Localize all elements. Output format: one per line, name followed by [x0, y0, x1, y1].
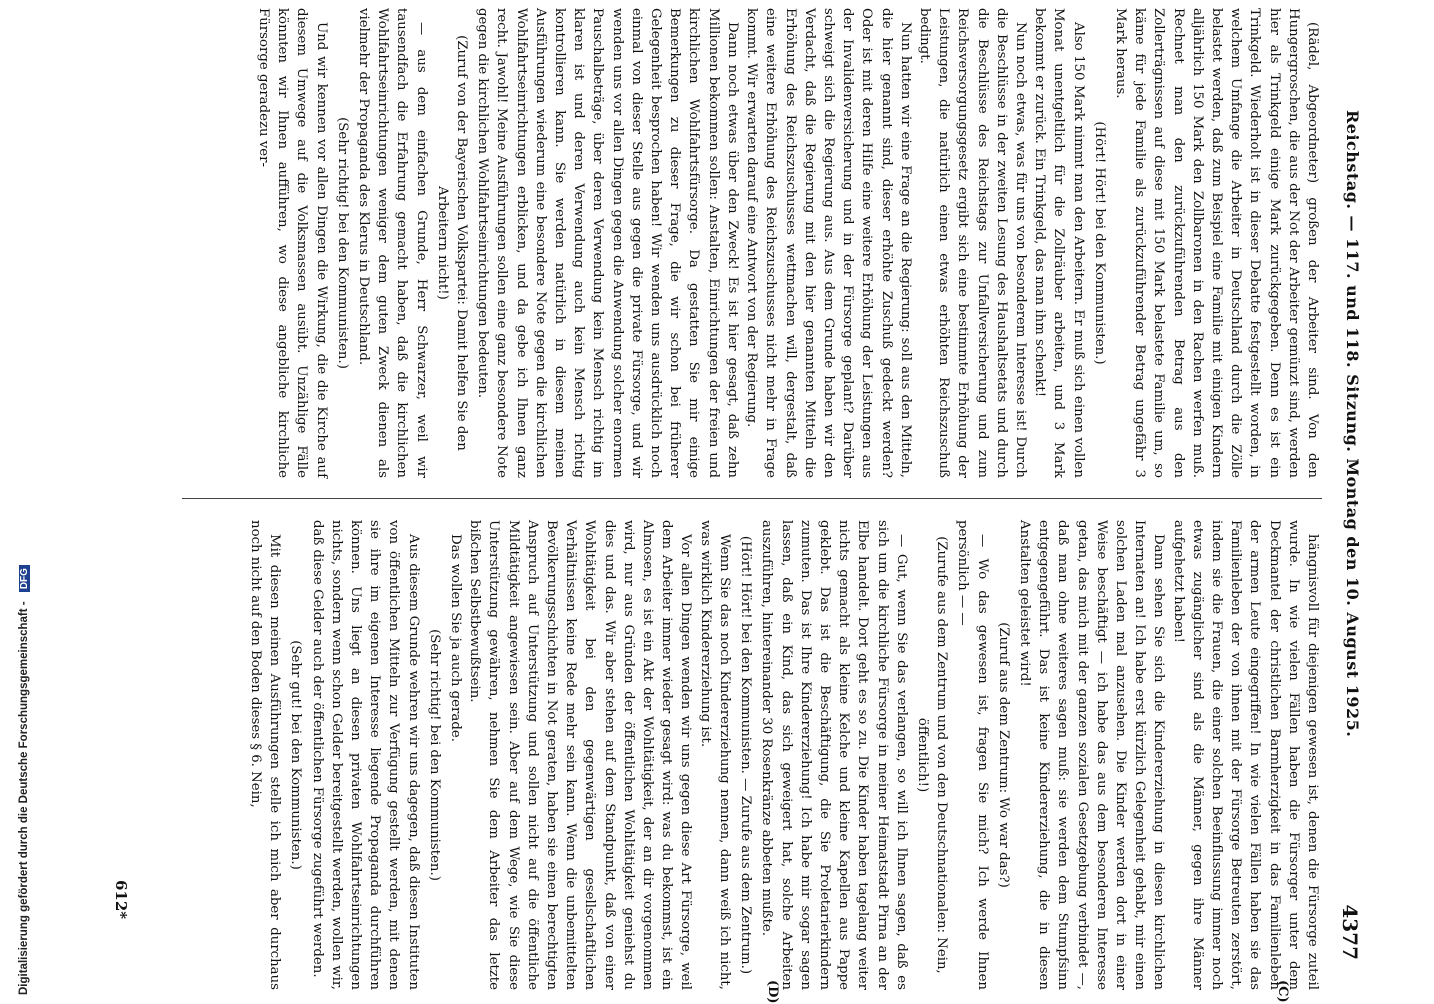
paragraph: Nun noch etwas, was für uns von besonderem Interesse ist! Durch die Beschlüsse in der zweiten Lesung des Haushaltsetats und durch die Beschlüsse des Reichstags zur Unfallversicherung und zum Reichsversorgungsgesetz ergibt sich eine bestimmte Erhöhung der Leistungen, die natürlich einen etwas erhöhten Reichszuschuß bedingt.: [916, 8, 1028, 478]
paragraph: Mit diesen meinen Ausführungen stelle ich mich aber durchaus noch nicht auf den Boden dieses § 6. Nein,: [248, 520, 283, 990]
dfg-logo: DFG: [19, 565, 30, 592]
paragraph: (Rädel, Abgeordneter) großen der Arbeiter sind. Von den Hungergroschen, die aus der Not der Arbeiter gemünzt sind, werden hier als Trinkgeld einige Mark zurückgegeben. Denn es ist ein Trinkgeld. Wiederholt ist in dieser Debatte festgestellt worden, in welchem Umfange die Arbeiter in Deutschland durch die Zölle belastet werden, daß zum Beispiel eine Familie mit einigen Kindern alljährlich 150 Mark den Zollbaronen in den Rachen werfen muß. Rechnet man den zurückzuführenden Betrag aus den Zollerträgnissen auf diese mit 150 Mark belastete Familie um, so käme für jede Familie als zurückzuführender Betrag ungefähr 3 Mark heraus.: [1112, 8, 1320, 478]
page-title: Reichstag. — 117. und 118. Sitzung. Montag den 10. August 1925.: [1343, 110, 1362, 738]
interjection: (Zuruf von der Bayerischen Volkspartei: Damit helfen Sie den Arbeitern nicht!): [434, 35, 470, 451]
paragraph: — aus dem einfachen Grunde, Herr Schwarzer, weil wir tausendfach die Erfahrung gemacht haben, daß die kirchlichen Wohlfahrtseinrichtungen weniger dem guten Zweck dienen als vielmehr der Propaganda des Klerus in Deutschland.: [356, 8, 429, 478]
paragraph: Und wir kennen vor allen Dingen die Wirkung, die die Kirche auf diesem Umwege auf die Volksmassen ausübt. Unzählige Fälle könnten wir Ihnen aufführen, wo diese angebliche kirchliche Fürsorge geradezu ver-: [256, 8, 329, 478]
interjection: (Zurufe aus dem Zentrum und von den Deutschnationalen: Nein, öffentlich!): [914, 536, 950, 974]
paragraph: hängnisvoll für diejenigen gewesen ist, denen die Fürsorge zuteil wurde. In wie vielen Fällen haben die Fürsorger unter dem Deckmantel der christlichen Barmherzigkeit in das Familienleben der armen Leute eingegriffen! In wie vielen Fällen haben sie das Familienleben der von ihnen mit der Fürsorge Betreuten zerstört, indem sie die Frauen, die einer solchen Beeinflussung immer noch etwas zugänglicher sind als die Männer, gegen ihre Männer aufgehetzt haben!: [1170, 520, 1320, 990]
paragraph: Das wollen Sie ja auch gerade.: [448, 534, 464, 742]
paragraph: — Gut, wenn Sie das verlangen, so will ich Ihnen sagen, daß es sich um die kirchliche Fürsorge in meiner Heimatstadt Pirna an der Elbe handelt. Dort geht es so zu. Die Kinder haben tagelang weiter nichts gemacht als kleine Kelche und kleine Kapellen aus Pappe geklebt. Das ist die Beschäftigung, die Sie Proletarierkindern zumuten. Das ist Ihre Kindererziehung! Ich habe mir sogar sagen lassen, daß ein Kind, das sich geweigert hat, solche Arbeiten auszuführen, hintereinander 30 Rosenkränze abbeten mußte.: [759, 520, 909, 990]
right-column: [246, 520, 1322, 990]
paragraph: Also 150 Mark nimmt man den Arbeitern. Er muß sich einen vollen Monat unentgeltlich für die Zollräuber arbeiten, und 3 Mark bekommt er zurück. Ein Trinkgeld, das man ihm schenkt!: [1032, 8, 1086, 478]
paragraph: Nun hatten wir eine Frage an die Regierung: soll aus den Mitteln, die hier genannt sind, dieser erhöhte Zuschuß gedeckt werden? Oder ist mit deren Hilfe eine weitere Erhöhung der Leistungen aus der Invalidenversicherung und in der Fürsorge geplant? Darüber schweigt sich die Regierung aus. Aus dem Grunde haben wir den Verdacht, daß die Regierung mit den hier genannten Mitteln die Erhöhung des Reichszuschusses wettmachen will, dergestalt, daß eine weitere Erhöhung des Reichszuschusses nicht mehr in Frage kommt. Wir erwarten darauf eine Antwort von der Regierung.: [744, 8, 913, 478]
interjection: (Zuruf aus dem Zentrum: Wo war das?): [995, 622, 1011, 888]
digitization-note: Digitalisierung gefördert durch die Deutsche Forschungsgemeinschaft -: [18, 601, 30, 995]
paragraph: Dann sehen Sie sich die Kindererziehung in diesen kirchlichen Internaten an! Ich habe erst kürzlich Gelegenheit gehabt, mir einen solchen Laden mal anzusehen. Die Kinder werden dort in einer Weise beschäftigt — ich habe das aus dem besonderen Interesse getan, das mich mit der ganzen sozialen Gesetzgebung verbindet —, daß man ohne weiteres sagen muß: sie werden dem Stumpfsinn entgegengeführt. Das ist keine Kindererziehung, die in diesen Anstalten geleistet wird!: [1016, 520, 1167, 990]
page-number: 4377: [1338, 904, 1362, 960]
interjection: (Sehr richtig! bei den Kommunisten.): [426, 629, 442, 881]
left-column: [254, 8, 1322, 478]
page-header: [1332, 0, 1362, 1000]
margin-marker-c: (C): [1275, 980, 1290, 1003]
interjection: (Sehr richtig! bei den Kommunisten.): [334, 117, 350, 369]
paragraph: Vor allen Dingen wenden wir uns gegen diese Art Fürsorge, weil dem Arbeiter immer wieder gesagt wird: was du bekommst, ist ein Almosen, es ist ein Akt der Wohltätigkeit, der an dir vorgenommen wird, nur aus Gründen der öffentlichen Wohltätigkeit geniehst du dies und das. Wir aber stehen auf dem Standpunkt, daß von einer Wohltätigkeit bei den gegenwärtigen gesellschaftlichen Verhältnissen keine Rede mehr sein kann. Wenn die unbemittelten Bevölkerungsschichten in Not geraten, haben sie einen berechtigten Anspruch auf Unterstützung und sollen nicht auf die öffentliche Mildtätigkeit angewiesen sein. Aber auf dem Wege, wie Sie diese Unterstützung gewähren, nehmen Sie dem Arbeiter das letzte bißchen Selbstbewußtsein.: [467, 520, 694, 990]
interjection: (Hört! Hört! bei den Kommunisten.): [1091, 121, 1107, 365]
margin-marker-d: (D): [765, 980, 780, 1004]
sheet-signature: 612*: [112, 880, 130, 920]
interjection: (Sehr gut! bei den Kommunisten.): [288, 640, 304, 870]
paragraph: Wenn Sie das noch Kindererziehung nennen, dann weiß ich nicht, was wirklich Kindererziehung ist.: [697, 520, 732, 990]
column-divider: [182, 498, 1322, 499]
paragraph: Dann noch etwas über den Zweck! Es ist hier gesagt, daß zehn Millionen bekommen sollen: Anstalten, Einrichtungen der freien und kirchlichen Wohlfahrtsfürsorge. Da gestatten Sie mir einige Bemerkungen zu dieser Frage, die wir schon bei früherer Gelegenheit besprochen haben! Wir wenden uns ausdrücklich noch einmal von dieser Stelle aus gegen die private Fürsorge, und wir wenden uns vor allen Dingen gegen die Anwendung solcher enormen Pauschalbeträge, über deren Verwendung kein Mensch richtig im klaren ist und deren Verwendung auch kein Mensch richtig kontrollieren kann. Sie werden natürlich in diesem meinen Ausführungen wiederum eine besondere Note gegen die kirchlichen Wohlfahrtseinrichtungen erblicken, und da gebe ich Ihnen ganz recht. Jawohl! Meine Ausführungen sollen eine ganz besondere Note gegen die kirchlichen Wohlfahrtseinrichtungen bedeuten.: [475, 8, 740, 478]
paragraph: — Wo das gewesen ist, fragen Sie mich? Ich werde Ihnen persönlich — —: [955, 520, 990, 990]
interjection: (Hört! Hört! bei den Kommunisten. — Zurufe aus dem Zentrum.): [738, 535, 754, 975]
paragraph: Aus diesem Grunde wehren wir uns dagegen, daß diesen Instituten von öffentlichen Mitteln zur Verfügung gestellt werden, mit denen sie ihre im eigenen Interesse liegende Propaganda durchführen können. Uns liegt an diesen privaten Wohlfahrtseinrichtungen nichts, sondern wenn schon Gelder bereitgestellt werden, wollen wir, daß diese Gelder auch der öffentlichen Fürsorge zugeführt werden.: [309, 520, 421, 990]
